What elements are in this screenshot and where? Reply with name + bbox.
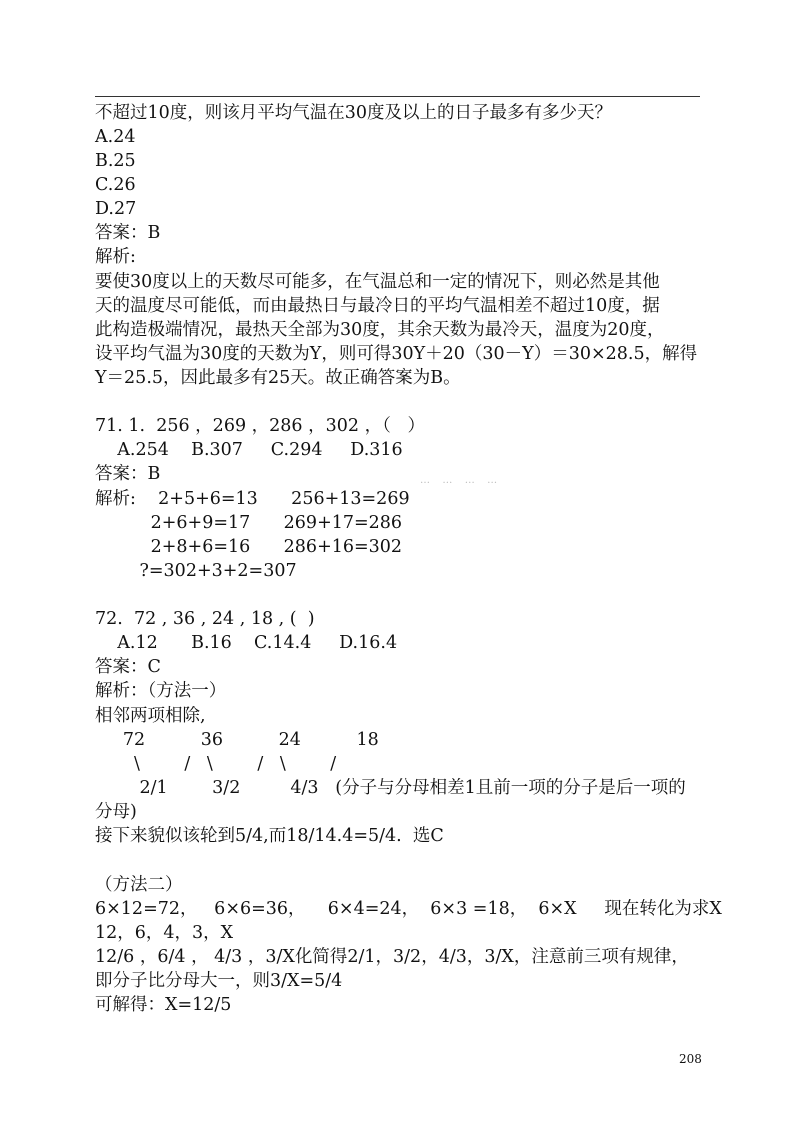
text-line: 12/6 ，6/4 ， 4/3 ，3/X化简得2/1，3/2，4/3，3/X，注意前三项有规律，: [95, 947, 689, 967]
text-line: C.26: [95, 175, 136, 195]
text-line: 72. 72 , 36 , 24 , 18 , ( ): [95, 609, 315, 629]
text-line: （方法二）: [95, 875, 183, 895]
text-line: 接下来貌似该轮到5/4,而18/14.4=5/4. 选C: [95, 826, 444, 846]
text-line: 分母): [95, 802, 137, 822]
text-line: 71. 1. 256 ，269 ，286 ，302 ，（ ）: [95, 416, 426, 436]
text-line: 6×12=72， 6×6=36， 6×4=24， 6×3 =18， 6×X 现在转化为求X: [95, 899, 722, 919]
text-line: 2+6+9=17 269+17=286: [95, 513, 403, 533]
text-line: 不超过10度，则该月平均气温在30度及以上的日子最多有多少天？: [95, 103, 613, 123]
text-line: 答案：B: [95, 223, 161, 243]
text-line: B.25: [95, 151, 136, 171]
text-line: 72 36 24 18: [95, 730, 379, 750]
text-line: A.12 B.16 C.14.4 D.16.4: [95, 633, 398, 653]
text-line: 2+8+6=16 286+16=302: [95, 537, 403, 557]
text-line: Y＝25.5，因此最多有25天。故正确答案为B。: [95, 368, 461, 388]
text-line: A.24: [95, 127, 136, 147]
header-rule: [95, 96, 700, 97]
text-line: 解析:: [95, 247, 136, 267]
text-line: 即分子比分母大一，则3/X=5/4: [95, 971, 343, 991]
text-line: 12，6，4，3，X: [95, 923, 234, 943]
text-line: 解析：（方法一）: [95, 681, 227, 701]
text-line: 相邻两项相除,: [95, 706, 206, 726]
text-line: 答案：C: [95, 657, 161, 677]
text-line: 设平均气温为30度的天数为Y，则可得30Y＋20（30－Y）＝30×28.5，解得: [95, 344, 698, 364]
text-line: 解析: 2+5+6=13 256+13=269: [95, 489, 410, 509]
text-line: A.254 B.307 C.294 D.316: [95, 440, 403, 460]
page-number: 208: [679, 1052, 702, 1066]
text-line: D.27: [95, 199, 137, 219]
scan-artifact: … … … …: [420, 475, 500, 486]
text-line: 天的温度尽可能低，而由最热日与最冷日的平均气温相差不超过10度，据: [95, 296, 660, 316]
text-line: 可解得：X=12/5: [95, 995, 232, 1015]
text-line: ?=302+3+2=307: [95, 561, 297, 581]
text-line: 要使30度以上的天数尽可能多，在气温总和一定的情况下，则必然是其他: [95, 272, 660, 292]
text-line: \ / \ / \ /: [95, 754, 337, 774]
text-line: 答案：B: [95, 464, 161, 484]
text-line: 此构造极端情况，最热天全部为30度，其余天数为最冷天，温度为20度，: [95, 320, 665, 340]
text-line: 2/1 3/2 4/3 (分子与分母相差1且前一项的分子是后一项的: [95, 778, 686, 798]
